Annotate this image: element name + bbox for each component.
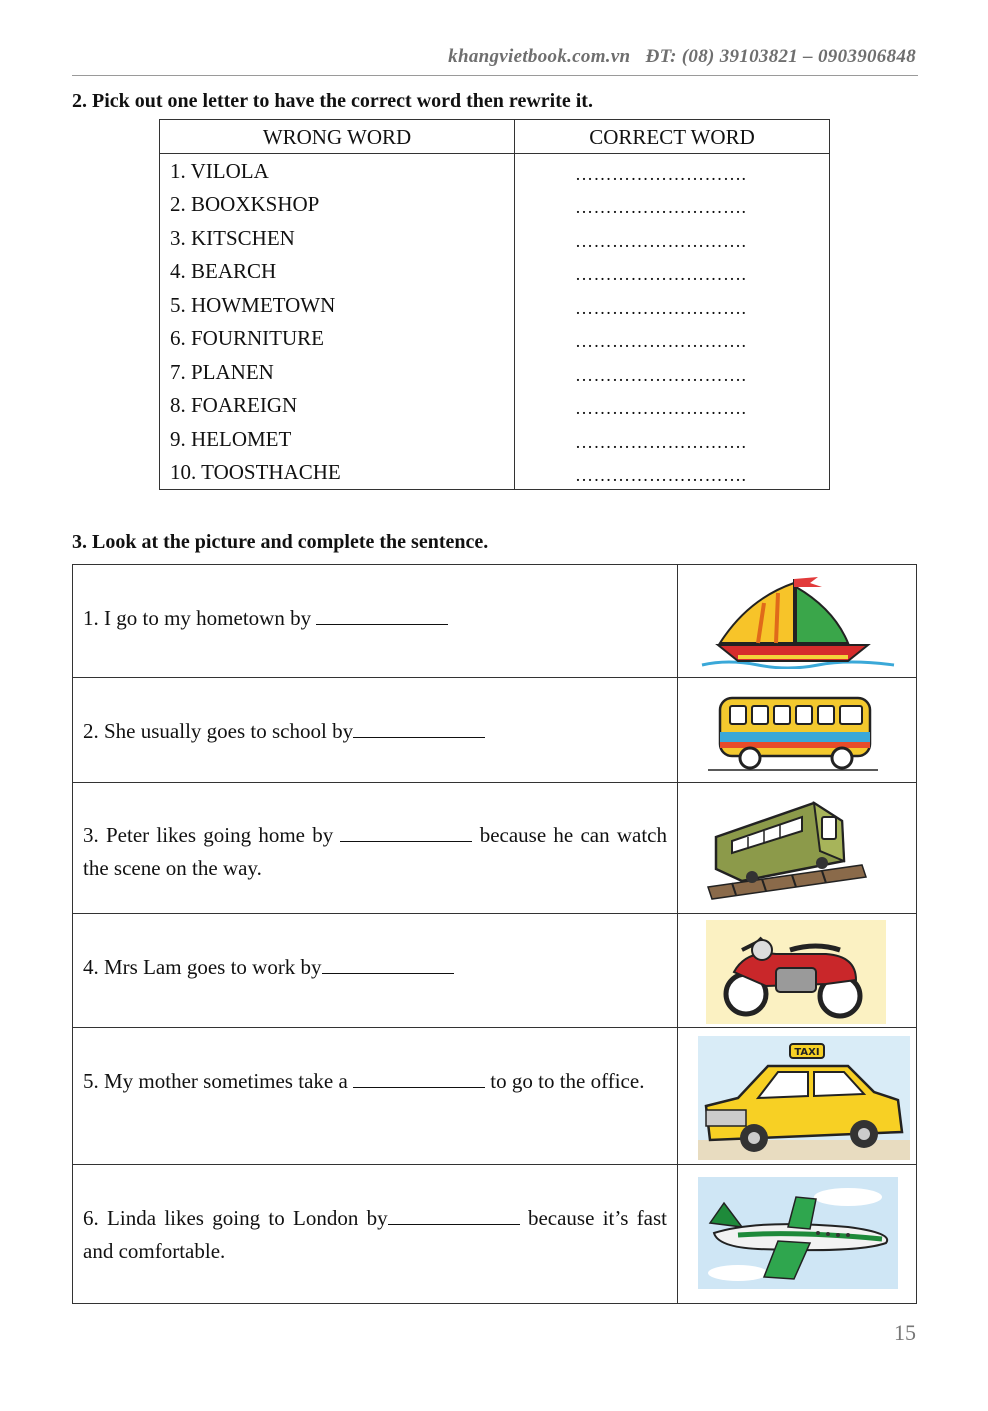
sentence-4: [83, 951, 667, 984]
sentence-text: 5. My mother sometimes take a: [83, 1069, 354, 1093]
answer-blank[interactable]: [388, 1223, 520, 1225]
sentence-3: [83, 819, 667, 885]
wrong-word-5: 5. HOWMETOWN: [170, 293, 336, 317]
sentence-text: because it’s fast and comfortable.: [83, 1206, 667, 1263]
wrong-word-10: 10. TOOSTHACHE: [170, 460, 341, 484]
page-header: [448, 46, 916, 68]
wrong-word-2: 2. BOOXKSHOP: [170, 192, 320, 216]
answer-blank[interactable]: ……………………….: [575, 465, 747, 485]
answer-blank[interactable]: ……………………….: [575, 231, 747, 251]
section-3-title: 3. Look at the picture and complete the sentence.: [72, 531, 489, 553]
picture-sentence-table: [72, 564, 917, 1304]
section-2-title: 2. Pick out one letter to have the correct word then rewrite it.: [72, 90, 593, 112]
sentence-text: because he can watch the scene on the way.: [83, 823, 667, 880]
answer-blank[interactable]: ……………………….: [575, 398, 747, 418]
sentence-text: 1. I go to my hometown by: [83, 606, 317, 630]
train-icon: [678, 783, 916, 913]
answer-blank[interactable]: [340, 840, 472, 842]
answer-blank[interactable]: ……………………….: [575, 197, 747, 217]
airplane-icon: [678, 1165, 916, 1303]
sentence-text: to go to the office.: [485, 1069, 645, 1093]
table-row: [73, 1028, 916, 1165]
sentence-6: [83, 1202, 667, 1268]
table-row: [73, 678, 916, 783]
answer-blank[interactable]: ……………………….: [575, 432, 747, 452]
page-number: 15: [894, 1320, 916, 1345]
motorbike-icon: [678, 914, 916, 1027]
wrong-word-1: 1. VILOLA: [170, 159, 269, 183]
word-correction-table: [159, 119, 830, 490]
sailboat-icon: [678, 565, 916, 677]
header-phone: ĐT: (08) 39103821 – 0903906848: [645, 46, 916, 67]
answer-blank[interactable]: ……………………….: [575, 264, 747, 284]
wrong-word-7: 7. PLANEN: [170, 360, 274, 384]
taxi-icon: [678, 1028, 916, 1164]
header-divider: [72, 75, 918, 76]
answer-blank[interactable]: [353, 1086, 485, 1088]
sentence-1: [83, 602, 667, 635]
answer-blank[interactable]: [322, 972, 454, 974]
table-row: [73, 914, 916, 1028]
sentence-text: 2. She usually goes to school by: [83, 719, 354, 743]
sentence-text: 6. Linda likes going to London by: [83, 1206, 388, 1230]
answer-blank[interactable]: ……………………….: [575, 298, 747, 318]
wrong-word-3: 3. KITSCHEN: [170, 226, 295, 250]
wrong-word-6: 6. FOURNITURE: [170, 326, 325, 350]
bus-icon: [678, 678, 916, 782]
table-row: [73, 1165, 916, 1303]
sentence-2: [83, 715, 667, 748]
table-divider: [514, 120, 515, 489]
wrong-word-9: 9. HELOMET: [170, 427, 292, 451]
column-header-correct: CORRECT WORD: [589, 125, 755, 149]
column-header-wrong: WRONG WORD: [262, 125, 412, 149]
answer-blank[interactable]: ……………………….: [575, 164, 747, 184]
svg-text:TAXI: TAXI: [794, 1047, 820, 1058]
answer-blank[interactable]: ……………………….: [575, 331, 747, 351]
wrong-word-8: 8. FOAREIGN: [170, 393, 298, 417]
table-header-divider: [160, 153, 829, 154]
table-row: [73, 783, 916, 914]
table-row: [73, 565, 916, 678]
sentence-text: 4. Mrs Lam goes to work by: [83, 955, 322, 979]
wrong-word-4: 4. BEARCH: [170, 259, 277, 283]
header-site: khangvietbook.com.vn: [448, 46, 631, 67]
answer-blank[interactable]: [316, 623, 448, 625]
sentence-text: 3. Peter likes going home by: [83, 823, 341, 847]
answer-blank[interactable]: ……………………….: [575, 365, 747, 385]
answer-blank[interactable]: [353, 736, 485, 738]
sentence-5: [83, 1065, 667, 1098]
